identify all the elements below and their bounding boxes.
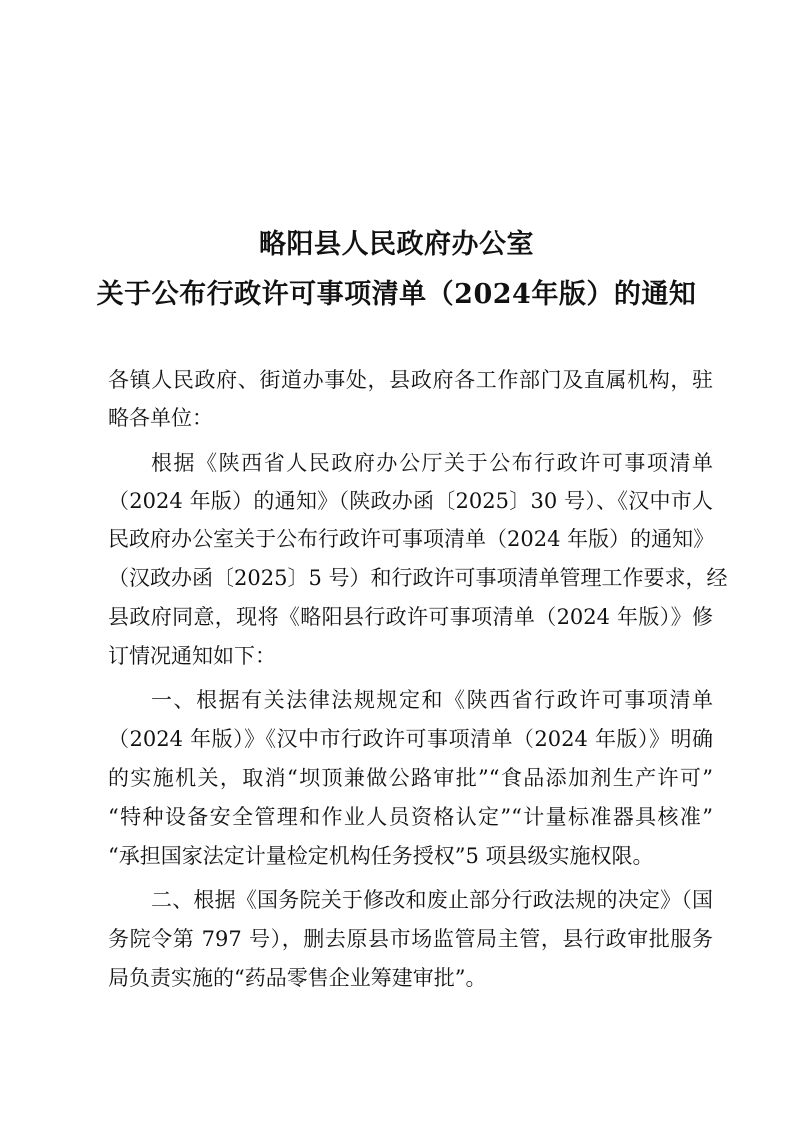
paragraph-line: （2024 年版）》《汉中市行政许可事项清单（2024 年版）》明确: [108, 727, 713, 751]
paragraph-line: 根据《陕西省人民政府办公厅关于公布行政许可事项清单: [151, 451, 713, 475]
paragraph-line: 二、根据《国务院关于修改和废止部分行政法规的决定》（国: [151, 888, 713, 912]
paragraph-line: （2024 年版）的通知》（陕政办函〔2025〕30 号）、《汉中市人: [108, 489, 713, 513]
paragraph-line: 局负责实施的“药品零售企业筹建审批”。: [108, 966, 487, 990]
paragraph-line: 县政府同意，现将《略阳县行政许可事项清单（2024 年版）》修: [108, 605, 713, 629]
paragraph-line: “特种设备安全管理和作业人员资格认定”“计量标准器具核准”: [108, 805, 713, 829]
paragraph-line: “承担国家法定计量检定机构任务授权”5 项县级实施权限。: [108, 844, 654, 868]
paragraph-line: 务院令第 797 号），删去原县市场监管局主管，县行政审批服务: [108, 927, 713, 951]
paragraph-line: 一、根据有关法律法规规定和《陕西省行政许可事项清单: [151, 688, 713, 712]
document-title-line-2: 关于公布行政许可事项清单（2024年版）的通知: [96, 279, 697, 310]
salutation-line: 各镇人民政府、街道办事处，县政府各工作部门及直属机构，驻: [108, 368, 713, 392]
paragraph-line: 订情况通知如下：: [108, 644, 276, 668]
paragraph-line: 民政府办公室关于公布行政许可事项清单（2024 年版）的通知》: [108, 527, 715, 551]
paragraph-line: （汉政办函〔2025〕5 号）和行政许可事项清单管理工作要求，经: [108, 566, 728, 590]
salutation-line: 略各单位：: [108, 406, 213, 430]
paragraph-line: 的实施机关，取消“坝顶兼做公路审批”“食品添加剂生产许可”: [108, 766, 713, 790]
document-title-line-1: 略阳县人民政府办公室: [259, 229, 534, 260]
